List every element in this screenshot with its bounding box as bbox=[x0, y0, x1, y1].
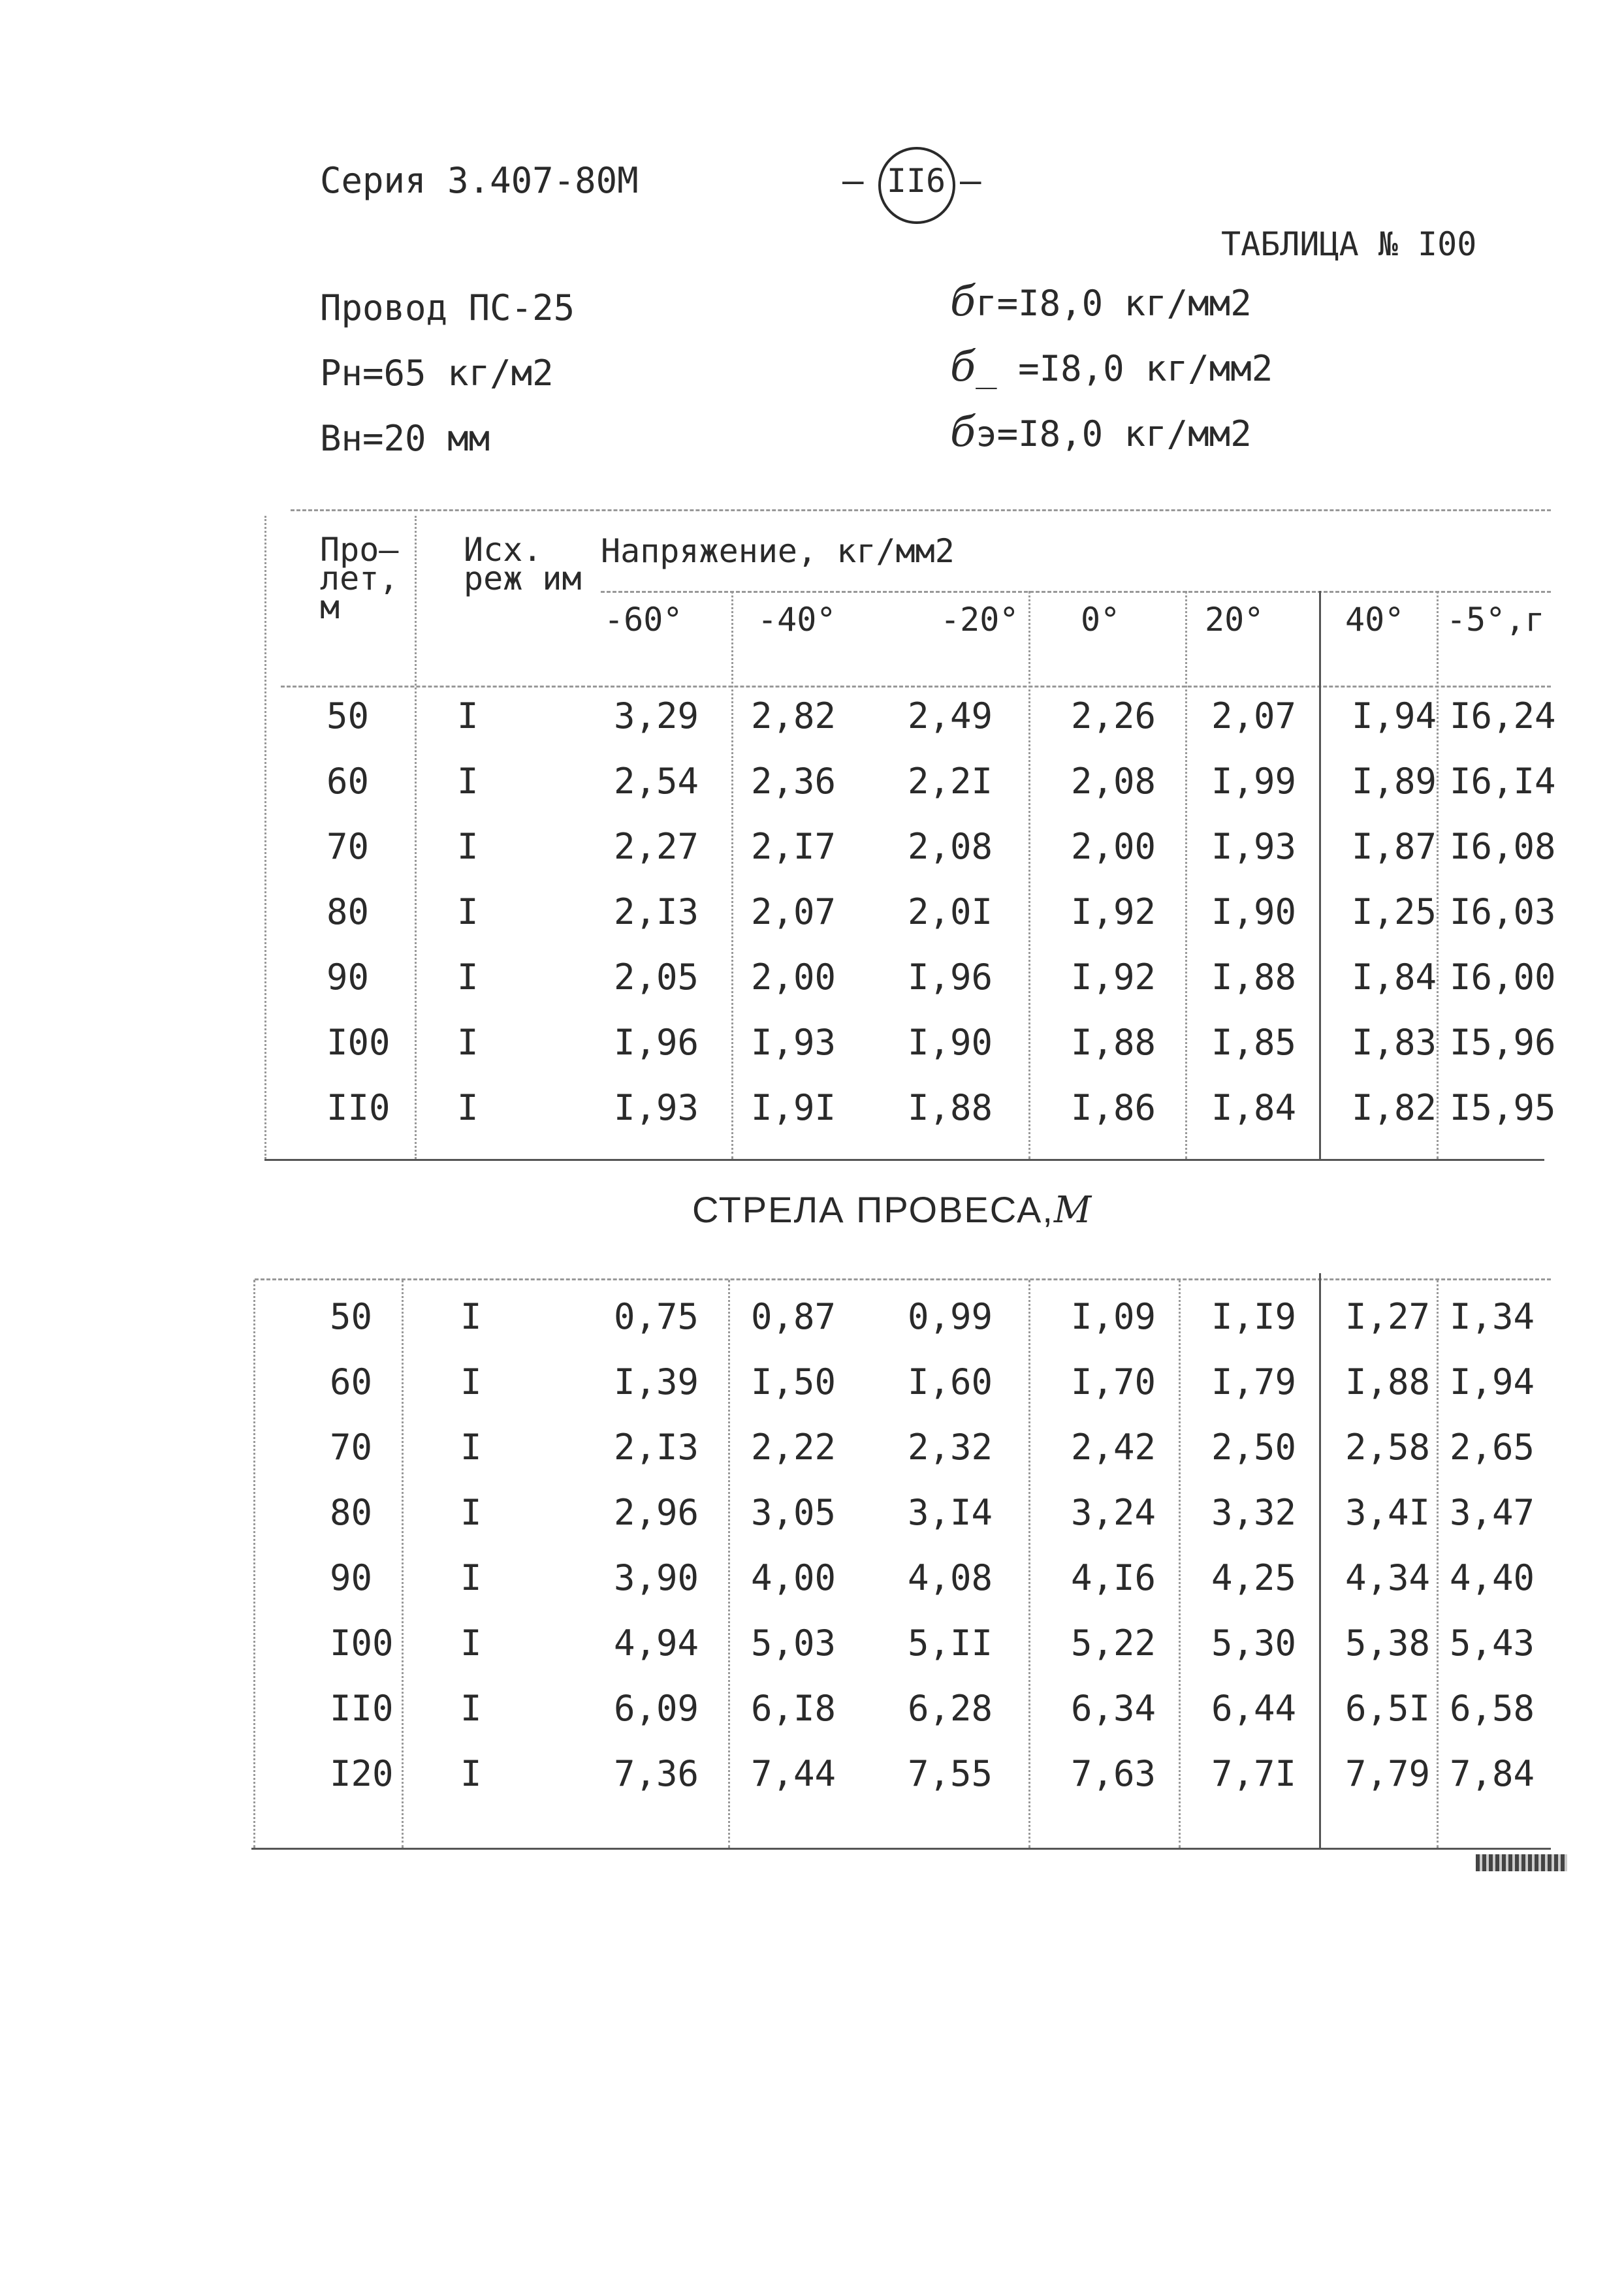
param-stress-e bbox=[950, 408, 1252, 456]
span-cell: 90 bbox=[326, 957, 370, 998]
value-cell: 2,32 bbox=[908, 1427, 993, 1468]
value-cell: I,83 bbox=[1352, 1022, 1437, 1063]
table-label: ТАБЛИЦА № I00 bbox=[1221, 225, 1477, 263]
temp-header: 40° bbox=[1345, 601, 1405, 639]
page-dash-left: – bbox=[842, 160, 864, 201]
param-wire: Провод ПС-25 bbox=[320, 287, 575, 328]
value-cell: 0,75 bbox=[614, 1296, 699, 1337]
value-cell: 3,47 bbox=[1450, 1492, 1535, 1533]
table1-bottom-rule bbox=[264, 1159, 1544, 1161]
value-cell: 2,I7 bbox=[751, 826, 836, 867]
value-cell: I5,95 bbox=[1450, 1087, 1556, 1128]
table2-divider bbox=[1437, 1280, 1439, 1848]
value-cell: I,94 bbox=[1352, 695, 1437, 736]
value-cell: 5,22 bbox=[1071, 1623, 1156, 1664]
value-cell: I,34 bbox=[1450, 1296, 1535, 1337]
sigma-symbol: б bbox=[950, 343, 976, 391]
value-cell: I,85 bbox=[1211, 1022, 1297, 1063]
temp-header: -5°,г bbox=[1446, 601, 1545, 639]
value-cell: 2,50 bbox=[1211, 1427, 1297, 1468]
value-cell: 6,34 bbox=[1071, 1688, 1156, 1729]
span-cell: I00 bbox=[326, 1022, 390, 1063]
mode-cell: I bbox=[457, 695, 479, 736]
value-cell: I,90 bbox=[1211, 891, 1297, 932]
value-cell: 2,05 bbox=[614, 957, 699, 998]
param-stress-g bbox=[950, 277, 1252, 326]
value-cell: I,88 bbox=[908, 1087, 993, 1128]
value-cell: I,9I bbox=[751, 1087, 836, 1128]
value-cell: I,09 bbox=[1071, 1296, 1156, 1337]
value-cell: 2,42 bbox=[1071, 1427, 1156, 1468]
value-cell: I,25 bbox=[1352, 891, 1437, 932]
table1-divider bbox=[1185, 591, 1187, 1159]
value-cell: I,79 bbox=[1211, 1361, 1297, 1402]
table2-divider bbox=[1179, 1280, 1181, 1848]
param-stress-g-text: г=I8,0 кг/мм2 bbox=[976, 283, 1252, 324]
value-cell: 2,82 bbox=[751, 695, 836, 736]
value-cell: I,92 bbox=[1071, 957, 1156, 998]
mode-cell: I bbox=[460, 1296, 482, 1337]
value-cell: I,88 bbox=[1071, 1022, 1156, 1063]
mode-cell: I bbox=[460, 1557, 482, 1598]
table1-divider bbox=[1437, 591, 1439, 1159]
span-cell: 90 bbox=[330, 1557, 373, 1598]
value-cell: I,93 bbox=[751, 1022, 836, 1063]
page-number: II6 bbox=[886, 162, 946, 200]
value-cell: 2,I3 bbox=[614, 891, 699, 932]
value-cell: 4,00 bbox=[751, 1557, 836, 1598]
value-cell: 3,90 bbox=[614, 1557, 699, 1598]
value-cell: 5,03 bbox=[751, 1623, 836, 1664]
value-cell: I,86 bbox=[1071, 1087, 1156, 1128]
table2-divider-solid bbox=[1319, 1273, 1321, 1848]
value-cell: I,84 bbox=[1352, 957, 1437, 998]
table2-left-border bbox=[253, 1280, 255, 1848]
temp-header: 0° bbox=[1081, 601, 1121, 639]
value-cell: I,94 bbox=[1450, 1361, 1535, 1402]
value-cell: 4,25 bbox=[1211, 1557, 1297, 1598]
value-cell: 6,58 bbox=[1450, 1688, 1535, 1729]
span-cell: I00 bbox=[330, 1623, 394, 1664]
value-cell: I,99 bbox=[1211, 761, 1297, 802]
span-cell: II0 bbox=[330, 1688, 394, 1729]
value-cell: 4,40 bbox=[1450, 1557, 1535, 1598]
value-cell: 2,96 bbox=[614, 1492, 699, 1533]
value-cell: I6,00 bbox=[1450, 957, 1556, 998]
mode-cell: I bbox=[460, 1492, 482, 1533]
value-cell: I,50 bbox=[751, 1361, 836, 1402]
col-span-header: Про– лет, м bbox=[320, 531, 399, 626]
value-cell: 6,I8 bbox=[751, 1688, 836, 1729]
value-cell: 7,7I bbox=[1211, 1753, 1297, 1794]
value-cell: I,96 bbox=[614, 1022, 699, 1063]
value-cell: I6,08 bbox=[1450, 826, 1556, 867]
page-dash-right: – bbox=[960, 160, 981, 201]
value-cell: 6,44 bbox=[1211, 1688, 1297, 1729]
value-cell: I,60 bbox=[908, 1361, 993, 1402]
table1-divider bbox=[731, 591, 733, 1159]
mode-cell: I bbox=[460, 1361, 482, 1402]
value-cell: I6,24 bbox=[1450, 695, 1556, 736]
value-cell: I,39 bbox=[614, 1361, 699, 1402]
value-cell: 3,32 bbox=[1211, 1492, 1297, 1533]
span-cell: 80 bbox=[330, 1492, 373, 1533]
value-cell: I,88 bbox=[1211, 957, 1297, 998]
mode-cell: I bbox=[457, 891, 479, 932]
col-mode-header: Исх. реж им bbox=[464, 531, 582, 597]
mode-cell: I bbox=[457, 1087, 479, 1128]
value-cell: I,82 bbox=[1352, 1087, 1437, 1128]
mode-cell: I bbox=[460, 1688, 482, 1729]
value-cell: 2,49 bbox=[908, 695, 993, 736]
table2-divider bbox=[1028, 1280, 1030, 1848]
value-cell: I,I9 bbox=[1211, 1296, 1297, 1337]
value-cell: 7,79 bbox=[1345, 1753, 1431, 1794]
mode-cell: I bbox=[457, 826, 479, 867]
value-cell: 4,08 bbox=[908, 1557, 993, 1598]
value-cell: 2,26 bbox=[1071, 695, 1156, 736]
sigma-symbol: б bbox=[950, 408, 976, 456]
value-cell: I,90 bbox=[908, 1022, 993, 1063]
value-cell: I,88 bbox=[1345, 1361, 1431, 1402]
value-cell: 7,44 bbox=[751, 1753, 836, 1794]
value-cell: 6,09 bbox=[614, 1688, 699, 1729]
value-cell: 3,29 bbox=[614, 695, 699, 736]
value-cell: 3,24 bbox=[1071, 1492, 1156, 1533]
value-cell: I,96 bbox=[908, 957, 993, 998]
value-cell: I,89 bbox=[1352, 761, 1437, 802]
table1-subhead-rule bbox=[601, 591, 1551, 593]
temp-header: -20° bbox=[940, 601, 1019, 639]
span-cell: 80 bbox=[326, 891, 370, 932]
mode-cell: I bbox=[460, 1427, 482, 1468]
value-cell: 2,00 bbox=[1071, 826, 1156, 867]
table1-left-border bbox=[264, 516, 266, 1159]
temp-header: 20° bbox=[1205, 601, 1264, 639]
value-cell: 7,55 bbox=[908, 1753, 993, 1794]
value-cell: 2,07 bbox=[751, 891, 836, 932]
param-stress-e-text: э=I8,0 кг/мм2 bbox=[976, 413, 1252, 454]
value-cell: 2,07 bbox=[1211, 695, 1297, 736]
value-cell: 3,05 bbox=[751, 1492, 836, 1533]
mode-cell: I bbox=[457, 1022, 479, 1063]
value-cell: 0,87 bbox=[751, 1296, 836, 1337]
value-cell: I6,03 bbox=[1450, 891, 1556, 932]
table2-divider bbox=[402, 1280, 404, 1848]
table2-top-rule bbox=[255, 1278, 1551, 1280]
span-cell: 60 bbox=[326, 761, 370, 802]
value-cell: I,70 bbox=[1071, 1361, 1156, 1402]
value-cell: I,93 bbox=[614, 1087, 699, 1128]
value-cell: 2,54 bbox=[614, 761, 699, 802]
mode-cell: I bbox=[457, 957, 479, 998]
span-cell: 70 bbox=[330, 1427, 373, 1468]
value-cell: I,27 bbox=[1345, 1296, 1431, 1337]
value-cell: 4,34 bbox=[1345, 1557, 1431, 1598]
span-cell: II0 bbox=[326, 1087, 390, 1128]
section-title-text: СТРЕЛА ПРОВЕСА, bbox=[692, 1189, 1054, 1230]
value-cell: I,87 bbox=[1352, 826, 1437, 867]
value-cell: 2,08 bbox=[1071, 761, 1156, 802]
sigma-symbol: б bbox=[950, 277, 976, 326]
value-cell: 2,08 bbox=[908, 826, 993, 867]
value-cell: 2,36 bbox=[751, 761, 836, 802]
table2-divider bbox=[728, 1280, 730, 1848]
table1-divider-solid bbox=[1319, 591, 1321, 1159]
temp-header: -60° bbox=[604, 601, 683, 639]
span-cell: I20 bbox=[330, 1753, 394, 1794]
value-cell: 6,28 bbox=[908, 1688, 993, 1729]
mode-cell: I bbox=[460, 1753, 482, 1794]
value-cell: 5,30 bbox=[1211, 1623, 1297, 1664]
section-title bbox=[692, 1188, 1092, 1231]
value-cell: I5,96 bbox=[1450, 1022, 1556, 1063]
table1-head-rule bbox=[281, 686, 1551, 688]
param-pressure: Рн=65 кг/м2 bbox=[320, 353, 554, 394]
value-cell: 0,99 bbox=[908, 1296, 993, 1337]
mode-cell: I bbox=[457, 761, 479, 802]
section-title-unit: М bbox=[1053, 1189, 1093, 1231]
span-cell: 60 bbox=[330, 1361, 373, 1402]
value-cell: 4,I6 bbox=[1071, 1557, 1156, 1598]
param-stress-min-text: _ =I8,0 кг/мм2 bbox=[976, 348, 1273, 389]
table2-bottom-rule bbox=[251, 1848, 1551, 1850]
value-cell: 3,I4 bbox=[908, 1492, 993, 1533]
value-cell: I,84 bbox=[1211, 1087, 1297, 1128]
value-cell: 2,I3 bbox=[614, 1427, 699, 1468]
value-cell: 2,2I bbox=[908, 761, 993, 802]
param-ice: Вн=20 мм bbox=[320, 418, 490, 459]
value-cell: 5,43 bbox=[1450, 1623, 1535, 1664]
value-cell: 5,II bbox=[908, 1623, 993, 1664]
table1-divider bbox=[1028, 591, 1030, 1159]
value-cell: I,93 bbox=[1211, 826, 1297, 867]
scan-artifact-stamp bbox=[1476, 1854, 1567, 1871]
value-cell: 2,22 bbox=[751, 1427, 836, 1468]
value-cell: 7,84 bbox=[1450, 1753, 1535, 1794]
value-cell: 2,00 bbox=[751, 957, 836, 998]
col-stress-group-header: Напряжение, кг/мм2 bbox=[601, 532, 955, 570]
value-cell: 7,36 bbox=[614, 1753, 699, 1794]
table1-top-rule bbox=[291, 509, 1551, 511]
temp-header: -40° bbox=[757, 601, 836, 639]
value-cell: I,92 bbox=[1071, 891, 1156, 932]
span-cell: 50 bbox=[330, 1296, 373, 1337]
param-stress-min bbox=[950, 343, 1273, 391]
value-cell: 2,58 bbox=[1345, 1427, 1431, 1468]
value-cell: 4,94 bbox=[614, 1623, 699, 1664]
span-cell: 50 bbox=[326, 695, 370, 736]
span-cell: 70 bbox=[326, 826, 370, 867]
table1-divider-span bbox=[415, 516, 417, 1159]
value-cell: 2,65 bbox=[1450, 1427, 1535, 1468]
value-cell: 2,27 bbox=[614, 826, 699, 867]
value-cell: 5,38 bbox=[1345, 1623, 1431, 1664]
value-cell: 7,63 bbox=[1071, 1753, 1156, 1794]
value-cell: 3,4I bbox=[1345, 1492, 1431, 1533]
value-cell: 2,0I bbox=[908, 891, 993, 932]
value-cell: I6,I4 bbox=[1450, 761, 1556, 802]
value-cell: 6,5I bbox=[1345, 1688, 1431, 1729]
mode-cell: I bbox=[460, 1623, 482, 1664]
series-label: Серия 3.407-80М bbox=[320, 160, 639, 201]
